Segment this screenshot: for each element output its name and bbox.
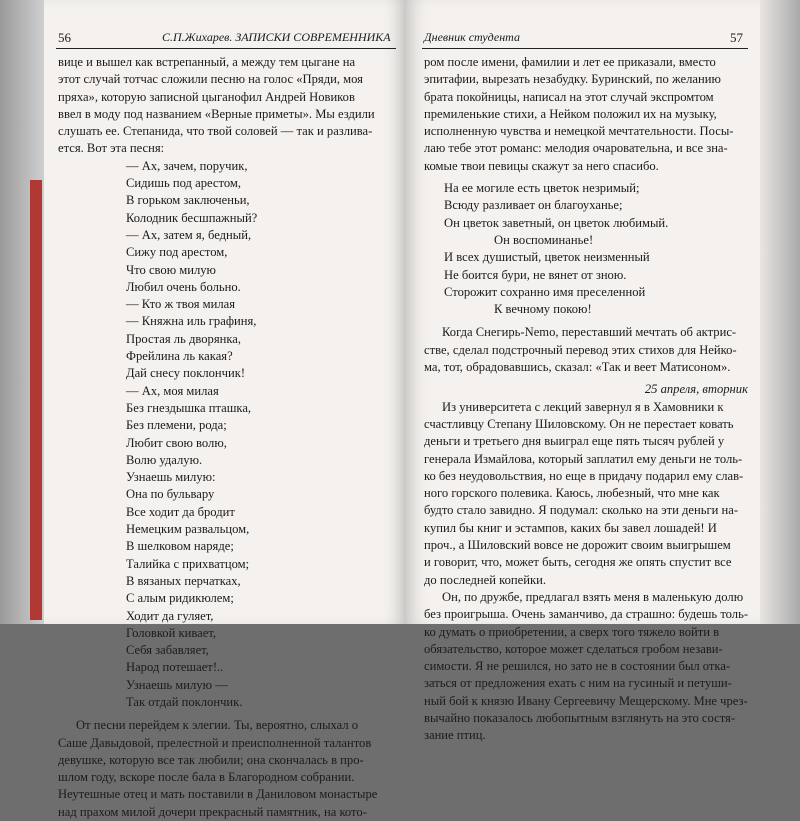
text-line: исполненную чувства и немецкой мечтательности. Посы- (424, 124, 734, 139)
verse-line: Волю удалую. (126, 452, 203, 467)
red-bookmark-edge (30, 180, 42, 620)
verse-line: В горьком заключеньи, (126, 193, 250, 208)
text-line: ром после имени, фамилии и лет ее приказали, вместо (424, 55, 716, 69)
verse-line: — Ах, затем я, бедный, (126, 227, 252, 242)
left-header-rule (56, 48, 396, 49)
right-paragraph-4 (424, 589, 748, 745)
verse-line: Простая ль дворянка, (126, 331, 242, 346)
verse-line: Так отдай поклончик. (126, 694, 243, 709)
text-line: и говорит, что, может быть, сегодня же опять спустит все (424, 555, 732, 570)
verse-line: И всех душистый, цветок неизменный (444, 250, 650, 265)
verse-line: В шелковом наряде; (126, 539, 234, 554)
text-line: премиленькие стихи, а Нейком положил их на музыку, (424, 106, 717, 121)
text-line: лаю тебе этот романс: мелодия очаровательна, и все зна- (424, 141, 728, 156)
verse-line: Сижу под арестом, (126, 245, 228, 260)
text-line: Когда Снегирь-Nemo, переставший мечтать об актрис- (442, 325, 737, 340)
book-edge-right (760, 0, 800, 624)
text-line: слушать ее. Степанида, что твой соловей — так и разлива- (58, 124, 373, 139)
verse-line: Головкой кивает, (126, 625, 217, 640)
text-line: деньги и третьего дня выиграл еще пять тысяч рублей у (424, 434, 725, 449)
text-line: ется. Вот эта песня: (58, 141, 165, 156)
text-line: Саше Давыдовой, прелестной и преисполненной талантов (58, 735, 372, 750)
verse-line: Себя забавляет, (126, 643, 209, 658)
text-line: ма, тот, обрадовавшись, сказал: «Так и веет Матисоном». (424, 360, 731, 375)
text-line: Из университета с лекций завернул я в Хамовники к (442, 399, 724, 414)
song-verse (58, 158, 392, 712)
text-line: ный бой к князю Ивану Сергеевичу Мещерскому. Мне чрез- (424, 693, 748, 708)
verse-line: Сидишь под арестом, (126, 176, 241, 191)
verse-line: Он воспоминанье! (494, 232, 594, 247)
right-paragraph-1 (424, 54, 748, 175)
left-page (44, 0, 406, 819)
text-line: стве, сделал подстрочный перевод этих стихов для Нейко- (424, 342, 737, 357)
text-line: пряха», которую записной цыганофил Андрей Новиков (58, 89, 355, 104)
right-page-number: 57 (730, 30, 743, 45)
right-paragraph-3 (424, 399, 748, 589)
verse-line: К вечному покою! (494, 302, 592, 317)
right-header-rule (422, 48, 748, 49)
right-running-head: Дневник студента (424, 30, 520, 44)
verse-line: Все ходит да бродит (126, 504, 235, 519)
text-line: вычайно показалось любопытным взглянуть на это состя- (424, 710, 736, 725)
verse-line: — Ах, зачем, поручик, (126, 158, 248, 173)
verse-line: Всюду разливает он благоуханье; (444, 198, 623, 213)
text-line: счастливцу Степану Шиловскому. Он не перестает ковать (424, 416, 734, 431)
text-line: будто стало завидно. Я подумал: сколько на эти деньги на- (424, 503, 739, 518)
text-line: симости. Я не решился, но зато не в состоянии был отка- (424, 659, 731, 674)
verse-line: Сторожит сохранно имя преселенной (444, 284, 646, 299)
text-line: Неутешные отец и мать поставили в Даниловом монастыре (58, 787, 378, 802)
text-line: ко без неудовольствия, но еще в придачу подарил ему слав- (424, 468, 744, 483)
text-line: над прахом милой дочери прекрасный памятник, на кото- (58, 804, 367, 819)
verse-line: Без племени, рода; (126, 418, 227, 433)
verse-line: Она по бульвару (126, 487, 215, 502)
verse-line: Ходит да гуляет, (126, 608, 214, 623)
text-line: шлом году, вскоре после бала в Благородном собрании. (58, 770, 355, 785)
right-paragraph-2 (424, 324, 748, 376)
text-line: купил бы книг и эстампов, каких бы завел лошадей! И (424, 520, 717, 535)
text-line: брата покойницы, написал на этот случай экспромтом (424, 89, 714, 104)
text-line: ко думать о приобретении, а сверх того тяжело войти в (424, 624, 720, 639)
verse-line: Любит свою волю, (126, 435, 227, 450)
verse-line: Он цветок заветный, он цветок любимый. (444, 215, 669, 230)
verse-line: Народ потешает!.. (126, 660, 224, 675)
verse-line: Не боится бури, не вянет от зною. (444, 267, 627, 282)
text-line: обязательство, которое может сделаться гробом незави- (424, 641, 723, 656)
text-line: вице и вышел как встрепанный, а между тем цыгане на (58, 55, 356, 69)
left-running-head: С.П.Жихарев. ЗАПИСКИ СОВРЕМЕННИКА (162, 30, 391, 44)
text-line: ного горского полевика. Каюсь, любезный, что мне как (424, 486, 720, 501)
verse-line: — Княжна иль графиня, (126, 314, 257, 329)
right-page-text (424, 54, 748, 745)
verse-line: Фрейлина ль какая? (126, 349, 233, 364)
verse-line: Дай снесу поклончик! (126, 366, 246, 381)
verse-line: Что свою милую (126, 262, 216, 277)
text-line: Он, по дружбе, предлагал взять меня в маленькую долю (442, 589, 744, 604)
text-line: девушке, которую все так любили; она скончалась в про- (58, 752, 364, 767)
text-line: генерала Измайлова, который заплатил ему деньги не толь- (424, 451, 743, 466)
text-line: зание птиц. (424, 728, 486, 743)
verse-line: — Ах, моя милая (126, 383, 219, 398)
diary-date: 25 апреля, вторник (644, 382, 748, 397)
text-line: заться от предложения ехать с ним на гусиный и петуши- (424, 676, 732, 691)
verse-line: — Кто ж твоя милая (126, 297, 236, 312)
left-page-text (58, 54, 392, 821)
verse-line: Узнаешь милую — (126, 677, 228, 692)
verse-line: С алым ридикюлем; (126, 591, 234, 606)
left-page-number: 56 (58, 30, 71, 45)
right-page (406, 0, 760, 743)
text-line: до последней копейки. (424, 572, 546, 587)
verse-line: На ее могиле есть цветок незримый; (444, 181, 640, 196)
text-line: ввел в моду под названием «Верные приметы». Мы ездили (58, 106, 375, 121)
verse-line: Любил очень больно. (126, 279, 241, 294)
left-intro-paragraph (58, 54, 392, 158)
verse-line: Немецким развальцом, (126, 522, 250, 537)
text-line: эпитафии, вырезать незабудку. Буринский, по желанию (424, 72, 721, 87)
text-line: без проигрыша. Очень заманчиво, да страшно: будешь толь- (424, 607, 749, 622)
verse-line: Узнаешь милую: (126, 470, 216, 485)
text-line: этот случай тотчас сложили песню на голос «Пряди, моя (58, 72, 363, 87)
verse-line: Колодник бесшпажный? (126, 210, 258, 225)
left-outro-paragraph (58, 717, 392, 821)
text-line: комые твои певицы скажут за него спасибо. (424, 158, 659, 173)
verse-line: Талийка с прихватцом; (126, 556, 250, 571)
verse-line: В вязаных перчатках, (126, 573, 241, 588)
text-line: От песни перейдем к элегии. Ты, вероятно, слыхал о (76, 718, 359, 733)
verse-line: Без гнездышка пташка, (126, 400, 252, 415)
romance-poem (424, 180, 748, 318)
text-line: проч., а Шиловский вовсе не дорожит своим выигрышем (424, 538, 731, 553)
